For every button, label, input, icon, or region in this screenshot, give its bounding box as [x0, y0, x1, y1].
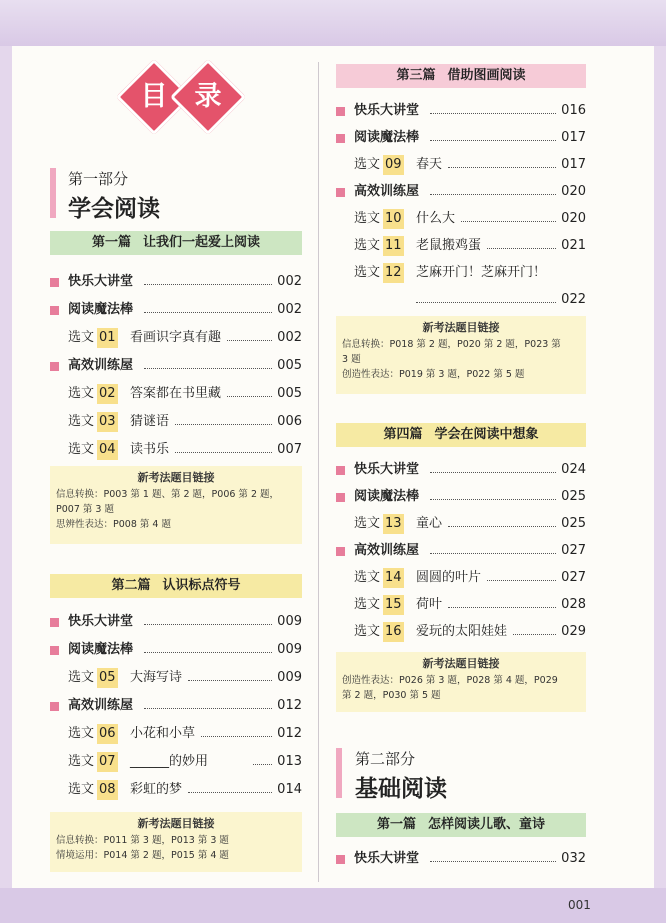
toc-entry[interactable]	[336, 101, 586, 121]
entry-number: 14	[383, 568, 404, 588]
bottom-band	[0, 888, 666, 923]
dot-leader	[144, 696, 273, 709]
entry-page: 022	[561, 292, 586, 307]
dot-leader	[144, 300, 273, 313]
entry-title: 猜谜语	[130, 414, 170, 429]
toc-entry[interactable]	[336, 182, 586, 202]
exam-link-box	[50, 466, 302, 544]
entry-prefix: 选文	[68, 442, 95, 457]
entry-prefix: 选文	[68, 754, 95, 769]
pink-square-icon	[336, 855, 345, 864]
dot-leader	[430, 541, 557, 554]
exam-link-line: 情境运用：P014 第 2 题，P015 第 4 题	[56, 850, 229, 861]
toc-entry-selection[interactable]	[50, 440, 302, 460]
entry-title: 阅读魔法棒	[68, 642, 134, 657]
section-number: 第一篇	[91, 235, 131, 250]
entry-page: 029	[561, 624, 586, 639]
toc-title-char-2: 录	[194, 81, 222, 112]
entry-number: 10	[383, 209, 404, 229]
pink-square-icon	[336, 107, 345, 116]
section-title: 怎样阅读儿歌、童诗	[428, 817, 546, 832]
section-title: 认识标点符号	[162, 578, 241, 593]
toc-entry[interactable]	[50, 612, 302, 632]
dot-leader	[253, 752, 272, 765]
entry-number: 01	[97, 328, 118, 348]
entry-page: 024	[561, 462, 586, 477]
entry-title: 高效训练屋	[354, 543, 420, 558]
pink-square-icon	[336, 188, 345, 197]
dot-leader	[487, 568, 556, 581]
pink-square-icon	[50, 646, 59, 655]
exam-link-line: 信息转换：P003 第 1 题、第 2 题，P006 第 2 题，	[56, 489, 280, 500]
section-header	[50, 231, 302, 255]
entry-title: 圆圆的叶片	[416, 570, 482, 585]
entry-title: 快乐大讲堂	[354, 103, 420, 118]
dot-leader	[227, 384, 272, 397]
entry-title: 小花和小草	[130, 726, 196, 741]
toc-entry[interactable]	[336, 128, 586, 148]
entry-page: 013	[277, 754, 302, 769]
entry-title: 爱玩的太阳娃娃	[416, 624, 508, 639]
toc-title-char-1: 目	[140, 81, 168, 112]
exam-link-title: 新考法题目链接	[422, 321, 500, 334]
part-title: 学会阅读	[68, 196, 160, 222]
dot-leader	[188, 668, 272, 681]
entry-page: 027	[561, 543, 586, 558]
entry-page: 016	[561, 103, 586, 118]
toc-entry[interactable]	[336, 290, 586, 310]
entry-title: 高效训练屋	[354, 184, 420, 199]
entry-prefix: 选文	[68, 414, 95, 429]
entry-page: 002	[277, 274, 302, 289]
pink-square-icon	[336, 547, 345, 556]
entry-title: 阅读魔法棒	[354, 489, 420, 504]
entry-prefix: 选文	[354, 211, 381, 226]
dot-leader	[144, 356, 273, 369]
dot-leader	[513, 622, 556, 635]
pink-square-icon	[50, 306, 59, 315]
entry-prefix: 选文	[68, 782, 95, 797]
entry-title: 荷叶	[416, 597, 443, 612]
entry-page: 020	[561, 211, 586, 226]
exam-link-title: 新考法题目链接	[137, 471, 215, 484]
entry-page: 009	[277, 642, 302, 657]
section-title: 让我们一起爱上阅读	[143, 235, 261, 250]
section-title: 学会在阅读中想象	[434, 427, 539, 442]
dot-leader	[487, 236, 556, 249]
entry-number: 06	[97, 724, 118, 744]
entry-title: 阅读魔法棒	[68, 302, 134, 317]
toc-entry-selection[interactable]	[336, 236, 586, 256]
entry-title: 答案都在书里藏	[130, 386, 222, 401]
entry-number: 07	[97, 752, 118, 772]
entry-page: 012	[277, 698, 302, 713]
section-number: 第三篇	[396, 68, 436, 83]
entry-number: 08	[97, 780, 118, 800]
exam-link-title: 新考法题目链接	[137, 817, 215, 830]
entry-number: 13	[383, 514, 404, 534]
exam-link-line: P007 第 3 题	[56, 504, 114, 515]
entry-title: 快乐大讲堂	[68, 274, 134, 289]
toc-entry[interactable]	[50, 696, 302, 716]
top-band	[0, 0, 666, 46]
entry-title: 老鼠搬鸡蛋	[416, 238, 482, 253]
pink-square-icon	[336, 134, 345, 143]
pink-square-icon	[336, 493, 345, 502]
entry-prefix: 选文	[354, 516, 381, 531]
section-number: 第二篇	[111, 578, 151, 593]
pink-square-icon	[50, 278, 59, 287]
entry-page: 025	[561, 516, 586, 531]
exam-link-line: 信息转换：P018 第 2 题，P020 第 2 题，P023 第	[342, 339, 561, 350]
entry-number: 09	[383, 155, 404, 175]
exam-link-line: 思辨性表达：P008 第 4 题	[56, 519, 171, 530]
entry-prefix: 选文	[354, 265, 381, 280]
dot-leader	[448, 155, 556, 168]
toc-entry[interactable]	[50, 272, 302, 292]
dot-leader	[430, 849, 557, 862]
toc-entry-selection[interactable]	[336, 263, 586, 283]
entry-page: 017	[561, 157, 586, 172]
dot-leader	[416, 290, 556, 303]
entry-page: 012	[277, 726, 302, 741]
toc-entry[interactable]	[336, 541, 586, 561]
entry-title: 彩虹的梦	[130, 782, 183, 797]
toc-entry-selection[interactable]	[50, 328, 302, 348]
entry-number: 16	[383, 622, 404, 642]
entry-title: 快乐大讲堂	[354, 851, 420, 866]
pink-square-icon	[336, 466, 345, 475]
exam-link-line: 创造性表达：P026 第 3 题，P028 第 4 题，P029	[342, 675, 558, 686]
entry-page: 005	[277, 386, 302, 401]
entry-page: 005	[277, 358, 302, 373]
entry-prefix: 选文	[354, 570, 381, 585]
exam-link-line: 3 题	[342, 354, 361, 365]
toc-entry-selection[interactable]	[50, 384, 302, 404]
entry-title: 什么大	[416, 211, 456, 226]
entry-title: 快乐大讲堂	[68, 614, 134, 629]
entry-page: 009	[277, 670, 302, 685]
dot-leader	[448, 514, 556, 527]
entry-page: 014	[277, 782, 302, 797]
entry-number: 04	[97, 440, 118, 460]
section-header	[336, 64, 586, 88]
section-header	[50, 574, 302, 598]
entry-page: 025	[561, 489, 586, 504]
toc-entry-selection[interactable]	[336, 209, 586, 229]
exam-link-box	[336, 316, 586, 394]
dot-leader	[430, 101, 557, 114]
entry-title: ______的妙用	[130, 754, 209, 769]
entry-prefix: 选文	[354, 624, 381, 639]
dot-leader	[144, 612, 273, 625]
pink-square-icon	[50, 618, 59, 627]
entry-page: 002	[277, 330, 302, 345]
dot-leader	[430, 487, 557, 500]
part-label: 第一部分	[68, 170, 129, 188]
entry-page: 006	[277, 414, 302, 429]
dot-leader	[188, 780, 272, 793]
entry-page: 032	[561, 851, 586, 866]
dot-leader	[430, 128, 557, 141]
entry-number: 12	[383, 263, 404, 283]
exam-link-line: 第 2 题，P030 第 5 题	[342, 690, 441, 701]
entry-prefix: 选文	[68, 330, 95, 345]
toc-entry-selection[interactable]	[50, 780, 302, 800]
entry-page: 021	[561, 238, 586, 253]
entry-prefix: 选文	[354, 238, 381, 253]
entry-page: 002	[277, 302, 302, 317]
exam-link-line: 创造性表达：P019 第 3 题，P022 第 5 题	[342, 369, 525, 380]
entry-title: 阅读魔法棒	[354, 130, 420, 145]
entry-page: 020	[561, 184, 586, 199]
entry-title: 读书乐	[130, 442, 170, 457]
entry-number: 03	[97, 412, 118, 432]
entry-page: 009	[277, 614, 302, 629]
pink-square-icon	[50, 362, 59, 371]
entry-title: 童心	[416, 516, 443, 531]
section-title: 借助图画阅读	[447, 68, 526, 83]
exam-link-box	[336, 652, 586, 712]
toc-entry-selection[interactable]	[50, 668, 302, 688]
toc-entry[interactable]	[336, 487, 586, 507]
section-header	[336, 813, 586, 837]
exam-link-line: 信息转换：P011 第 3 题，P013 第 3 题	[56, 835, 229, 846]
entry-title: 大海写诗	[130, 670, 183, 685]
entry-page: 017	[561, 130, 586, 145]
entry-prefix: 选文	[354, 597, 381, 612]
section-number: 第四篇	[383, 427, 423, 442]
part-marker	[50, 168, 56, 218]
part-title: 基础阅读	[355, 776, 447, 802]
entry-number: 02	[97, 384, 118, 404]
toc-entry-selection[interactable]	[50, 412, 302, 432]
entry-number: 15	[383, 595, 404, 615]
toc-entry-selection[interactable]	[336, 622, 586, 642]
pink-square-icon	[50, 702, 59, 711]
dot-leader	[430, 460, 557, 473]
toc-entry-selection[interactable]	[50, 724, 302, 744]
column-divider	[318, 62, 319, 882]
entry-number: 11	[383, 236, 404, 256]
section-header	[336, 423, 586, 447]
dot-leader	[175, 412, 272, 425]
toc-entry-selection[interactable]	[336, 595, 586, 615]
entry-page: 028	[561, 597, 586, 612]
toc-entry[interactable]	[336, 460, 586, 480]
dot-leader	[144, 640, 273, 653]
dot-leader	[144, 272, 273, 285]
part-marker	[336, 748, 342, 798]
toc-entry-selection[interactable]	[336, 568, 586, 588]
toc-entry[interactable]	[50, 640, 302, 660]
part-label: 第二部分	[355, 750, 416, 768]
dot-leader	[461, 209, 556, 222]
entry-title: 快乐大讲堂	[354, 462, 420, 477]
entry-title: 看画识字真有趣	[130, 330, 222, 345]
entry-prefix: 选文	[68, 386, 95, 401]
toc-entry[interactable]	[50, 300, 302, 320]
section-number: 第一篇	[376, 817, 416, 832]
entry-number: 05	[97, 668, 118, 688]
toc-entry[interactable]	[336, 849, 586, 869]
entry-page: 027	[561, 570, 586, 585]
entry-title: 高效训练屋	[68, 358, 134, 373]
exam-link-box	[50, 812, 302, 872]
dot-leader	[448, 595, 556, 608]
dot-leader	[175, 440, 272, 453]
toc-entry-selection[interactable]	[336, 514, 586, 534]
page-number: 001	[568, 898, 591, 912]
entry-title: 芝麻开门！芝麻开门！	[416, 265, 547, 280]
entry-title: 春天	[416, 157, 443, 172]
entry-title: 高效训练屋	[68, 698, 134, 713]
dot-leader	[201, 724, 272, 737]
toc-entry-selection[interactable]	[336, 155, 586, 175]
entry-prefix: 选文	[68, 726, 95, 741]
toc-entry[interactable]	[50, 356, 302, 376]
exam-link-title: 新考法题目链接	[422, 657, 500, 670]
entry-page: 007	[277, 442, 302, 457]
toc-entry-selection[interactable]	[50, 752, 302, 772]
entry-prefix: 选文	[68, 670, 95, 685]
dot-leader	[430, 182, 557, 195]
entry-prefix: 选文	[354, 157, 381, 172]
dot-leader	[227, 328, 272, 341]
